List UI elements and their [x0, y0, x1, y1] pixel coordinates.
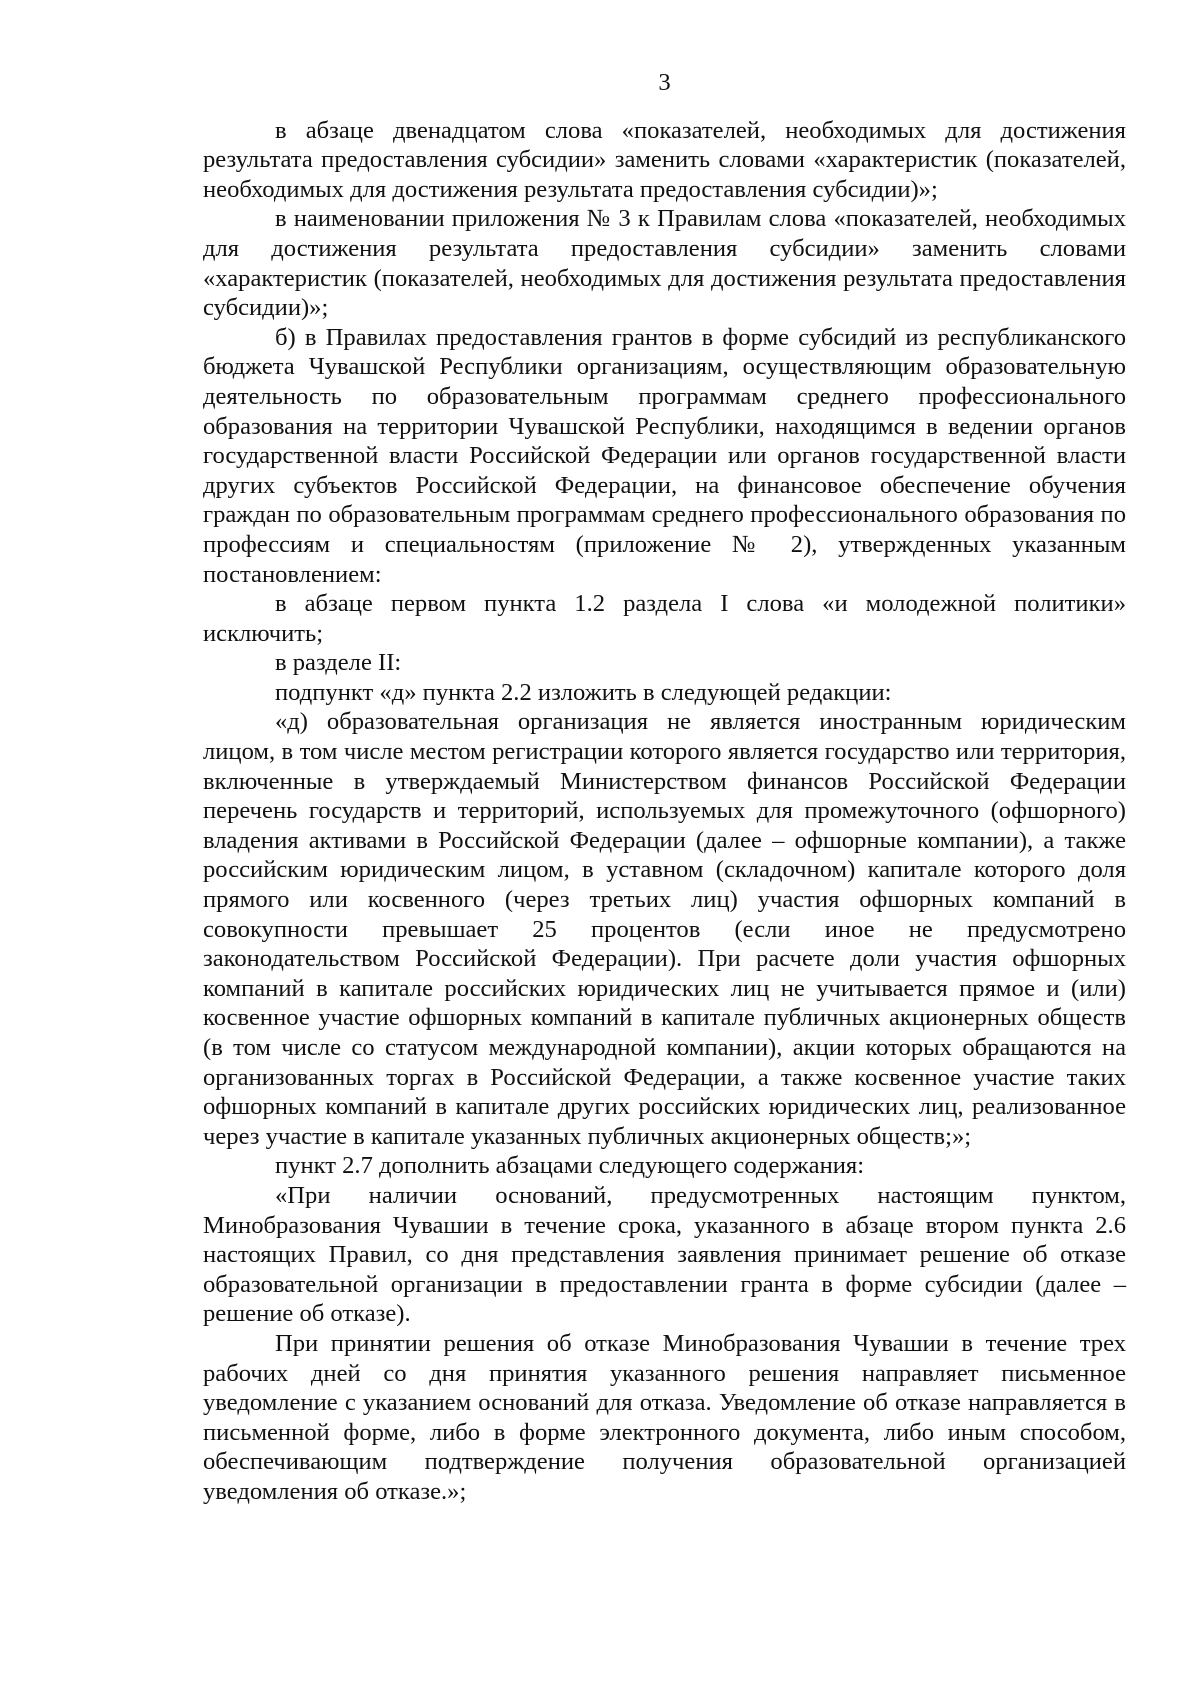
paragraph-6: подпункт «д» пункта 2.2 изложить в следующей редакции: [275, 678, 892, 706]
paragraph-2: в наименовании приложения № 3 к Правилам слова «показателей, необходимых для достижения результата предоставления субсидии» заменить словами «характеристик (показателей, необходимых для достижения результата предоставления субсидии)»; [203, 205, 1126, 322]
paragraph-1: в абзаце двенадцатом слова «показателей, необходимых для достижения результата предоставления субсидии» заменить словами «характеристик (показателей, необходимых для достижения результата предоставления субсидии)»; [203, 116, 1126, 203]
paragraph-9: «При наличии оснований, предусмотренных настоящим пунктом, Минобразования Чувашии в течение срока, указанного в абзаце втором пункта 2.6 настоящих Правил, со дня представления заявления принимает решение об отказе образовательной организации в предоставлении гранта в форме субсидии (далее – решение об отказе). [203, 1181, 1126, 1328]
page-number: 3 [658, 69, 671, 96]
paragraph-4: в абзаце первом пункта 1.2 раздела I слова «и молодежной политики» исключить; [203, 590, 1126, 647]
paragraph-3: б) в Правилах предоставления грантов в форме субсидий из республиканского бюджета Чувашской Республики организациям, осуществляющим образовательную деятельность по образовательным программам среднего профессионального образования на территории Чувашской Республики, находящимся в ведении органов государственной власти Российской Федерации или органов государственной власти других субъектов Российской Федерации, на финансовое обеспечение обучения граждан по образовательным программам среднего профессионального образования по профессиям и специальностям (приложение № 2), утвержденных указанным постановлением: [203, 323, 1126, 588]
paragraph-7: «д) образовательная организация не является иностранным юридическим лицом, в том числе местом регистрации которого является государство или территория, включенные в утверждаемый Министерством финансов Российской Федерации перечень государств и территорий, используемых для промежуточного (офшорного) владения активами в Российской Федерации (далее – офшорные компании), а также российским юридическим лицом, в уставном (складочном) капитале которого доля прямого или косвенного (через третьих лиц) участия офшорных компаний в совокупности превышает 25 процентов (если иное не предусмотрено законодательством Российской Федерации). При расчете доли участия офшорных компаний в капитале российских юридических лиц не учитывается прямое и (или) косвенное участие офшорных компаний в капитале публичных акционерных обществ (в том числе со статусом международной компании), акции которых обращаются на организованных торгах в Российской Федерации, а также косвенное участие таких офшорных компаний в капитале других российских юридических лиц, реализованное через участие в капитале указанных публичных акционерных обществ;»; [203, 708, 1126, 1150]
paragraph-5: в разделе II: [275, 649, 402, 677]
paragraph-10: При принятии решения об отказе Минобразования Чувашии в течение трех рабочих дней со дня принятия указанного решения направляет письменное уведомление с указанием оснований для отказа. Уведомление об отказе направляется в письменной форме, либо в форме электронного документа, либо иным способом, обеспечивающим подтверждение получения образовательной организацией уведомления об отказе.»; [203, 1329, 1126, 1505]
paragraph-8: пункт 2.7 дополнить абзацами следующего содержания: [275, 1152, 865, 1180]
